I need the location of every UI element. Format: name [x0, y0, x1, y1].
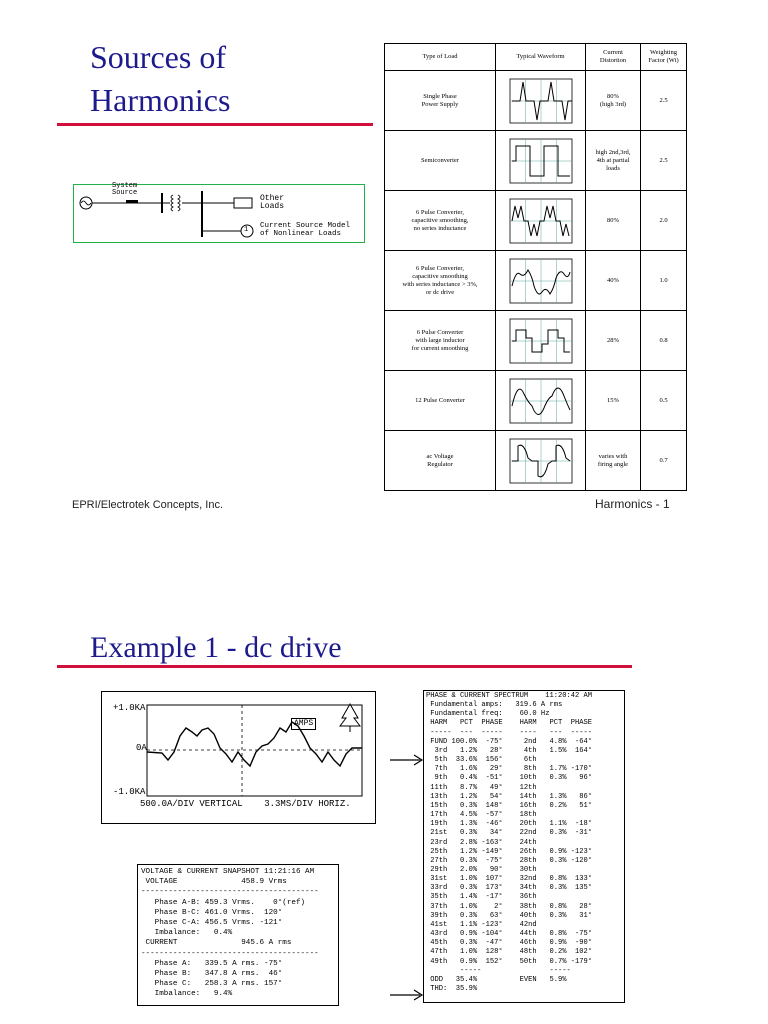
load-type-cell: Single Phase Power Supply	[385, 71, 496, 131]
waveform-cell	[496, 71, 586, 131]
load-type-cell: Semiconverter	[385, 131, 496, 191]
distortion-cell: 15%	[586, 371, 641, 431]
distortion-cell: 80%	[586, 191, 641, 251]
title-underline	[57, 123, 373, 126]
one-line-diagram	[73, 184, 365, 243]
transformer-symbol	[171, 195, 173, 211]
factor-cell: 0.8	[641, 311, 687, 371]
waveform-cell	[496, 191, 586, 251]
header-type-of-load: Type of Load	[385, 44, 496, 71]
load-type-cell: 6 Pulse Converter, capacitive smoothing, no series inductance	[385, 191, 496, 251]
table-row	[385, 71, 687, 131]
table-header-row	[385, 44, 687, 71]
other-loads-box	[234, 198, 252, 208]
factor-cell: 0.5	[641, 371, 687, 431]
system-source-label: System Source	[112, 182, 138, 197]
factor-cell: 1.0	[641, 251, 687, 311]
waveform-cell	[496, 251, 586, 311]
scope-bottom-label: -1.0KA	[113, 787, 146, 797]
load-type-cell: 12 Pulse Converter	[385, 371, 496, 431]
phase-current-spectrum	[423, 690, 625, 1003]
scope-zero-label: 0A	[136, 743, 147, 753]
slide1-title-line1: Sources of	[90, 39, 226, 75]
current-source-model-label: Current Source Model of Nonlinear Loads	[260, 222, 351, 238]
slide2-title: Example 1 - dc drive	[90, 631, 342, 664]
distortion-cell: 80% (high 3rd)	[586, 71, 641, 131]
harmonic-sources-table	[384, 43, 687, 491]
scope-caption: 500.0A/DIV VERTICAL 3.3MS/DIV HORIZ.	[140, 799, 351, 809]
factor-cell: 2.0	[641, 191, 687, 251]
waveform-plot	[506, 196, 576, 246]
distortion-cell: 40%	[586, 251, 641, 311]
snapshot-text: VOLTAGE & CURRENT SNAPSHOT 11:21:16 AM VOLTAGE 458.9 Vrms --------------------------------------- Phase A-B: 459.3 Vrms. 0°(ref) Phase B-C: 461.0 Vrms. 120° Phase C-A: 456.5 Vrms. -121° Imbalance: 0.4% CURRENT 945.6 A rms --------------------------------------- Phase A: 339.5 A rms. -75° Phase B: 347.8 A rms. 46° Phase C: 258.3 A rms. 157° Imbalance: 9.4%	[141, 868, 319, 999]
amps-badge: AMPS	[291, 718, 316, 730]
arrow-icon	[390, 985, 424, 1005]
factor-cell: 2.5	[641, 131, 687, 191]
current-source-number: 1	[244, 226, 249, 234]
spectrum-text: PHASE & CURRENT SPECTRUM 11:20:42 AM Fundamental amps: 319.6 A rms Fundamental freq: 60.0 Hz HARM PCT PHASE HARM PCT PHASE ----- --- ----- ---- --- ----- FUND 100.0% -75° 2nd 4.8% -64° 3rd 1.2% 28° 4th 1.5% 164° 5th 33.6% 156° 6th 7th 1.6% 29° 8th 1.7% -170° 9th 0.4% -51° 10th 0.3% 96° 11th 8.7% 49° 12th 13th 1.2% 54° 14th 1.3% 86° 15th 0.3% 148° 16th 0.2% 51° 17th 4.5% -57° 18th 19th 1.3% -46° 20th 1.1% -18° 21st 0.3% 34° 22nd 0.3% -31° 23rd 2.8% -163° 24th 25th 1.2% -149° 26th 0.9% -123° 27th 0.3% -75° 28th 0.3% -120° 29th 2.0% 90° 30th 31st 1.0% 107° 32nd 0.8% 133° 33rd 0.3% 173° 34th 0.3% 135° 35th 1.4% -17° 36th 37th 1.0% 2° 38th 0.8% 28° 39th 0.3% 63° 40th 0.3% 31° 41st 1.1% -123° 42nd 43rd 0.9% -104° 44th 0.8% -75° 45th 0.3% -47° 46th 0.9% -90° 47th 1.0% 128° 48th 0.2% 102° 49th 0.9% 152° 50th 0.7% -179° ----- ----- ODD 35.4% EVEN 5.9% THD: 35.9%	[426, 692, 593, 993]
footer-left: EPRI/Electrotek Concepts, Inc.	[72, 499, 224, 511]
header-current-distortion: Current Distortion	[586, 44, 641, 71]
tree-icon	[340, 704, 360, 726]
waveform-plot	[506, 316, 576, 366]
waveform-cell	[496, 431, 586, 491]
factor-cell: 0.7	[641, 431, 687, 491]
header-weighting-factor: Weighting Factor (Wi)	[641, 44, 687, 71]
title-underline	[57, 665, 632, 668]
scope-top-label: +1.0KA	[113, 703, 146, 713]
waveform-cell	[496, 371, 586, 431]
current-waveform-scope	[101, 691, 376, 824]
waveform-cell	[496, 131, 586, 191]
voltage-current-snapshot	[137, 864, 339, 1006]
distortion-cell: varies with firing angle	[586, 431, 641, 491]
arrow-icon	[390, 750, 424, 770]
distortion-cell: high 2nd,3rd, 4th at partial loads	[586, 131, 641, 191]
waveform-cell	[496, 311, 586, 371]
table-row	[385, 311, 687, 371]
table-row	[385, 131, 687, 191]
table-row	[385, 431, 687, 491]
current-trace	[147, 722, 362, 766]
other-loads-label: Other Loads	[260, 194, 285, 211]
factor-cell: 2.5	[641, 71, 687, 131]
footer-right: Harmonics - 1	[595, 497, 670, 511]
header-typical-waveform: Typical Waveform	[496, 44, 586, 71]
distortion-cell: 28%	[586, 311, 641, 371]
load-type-cell: 6 Pulse Converter, capacitive smoothing with series inductance > 3%, or dc drive	[385, 251, 496, 311]
load-type-cell: ac Voltage Regulator	[385, 431, 496, 491]
load-type-cell: 6 Pulse Converter with large inductor for current smoothing	[385, 311, 496, 371]
waveform-plot	[506, 256, 576, 306]
slide1-title-line2: Harmonics	[90, 82, 231, 118]
waveform-plot	[506, 136, 576, 186]
waveform-plot	[506, 76, 576, 126]
table-row	[385, 371, 687, 431]
table-row	[385, 251, 687, 311]
table-row	[385, 191, 687, 251]
waveform-plot	[506, 376, 576, 426]
waveform-plot	[506, 436, 576, 486]
